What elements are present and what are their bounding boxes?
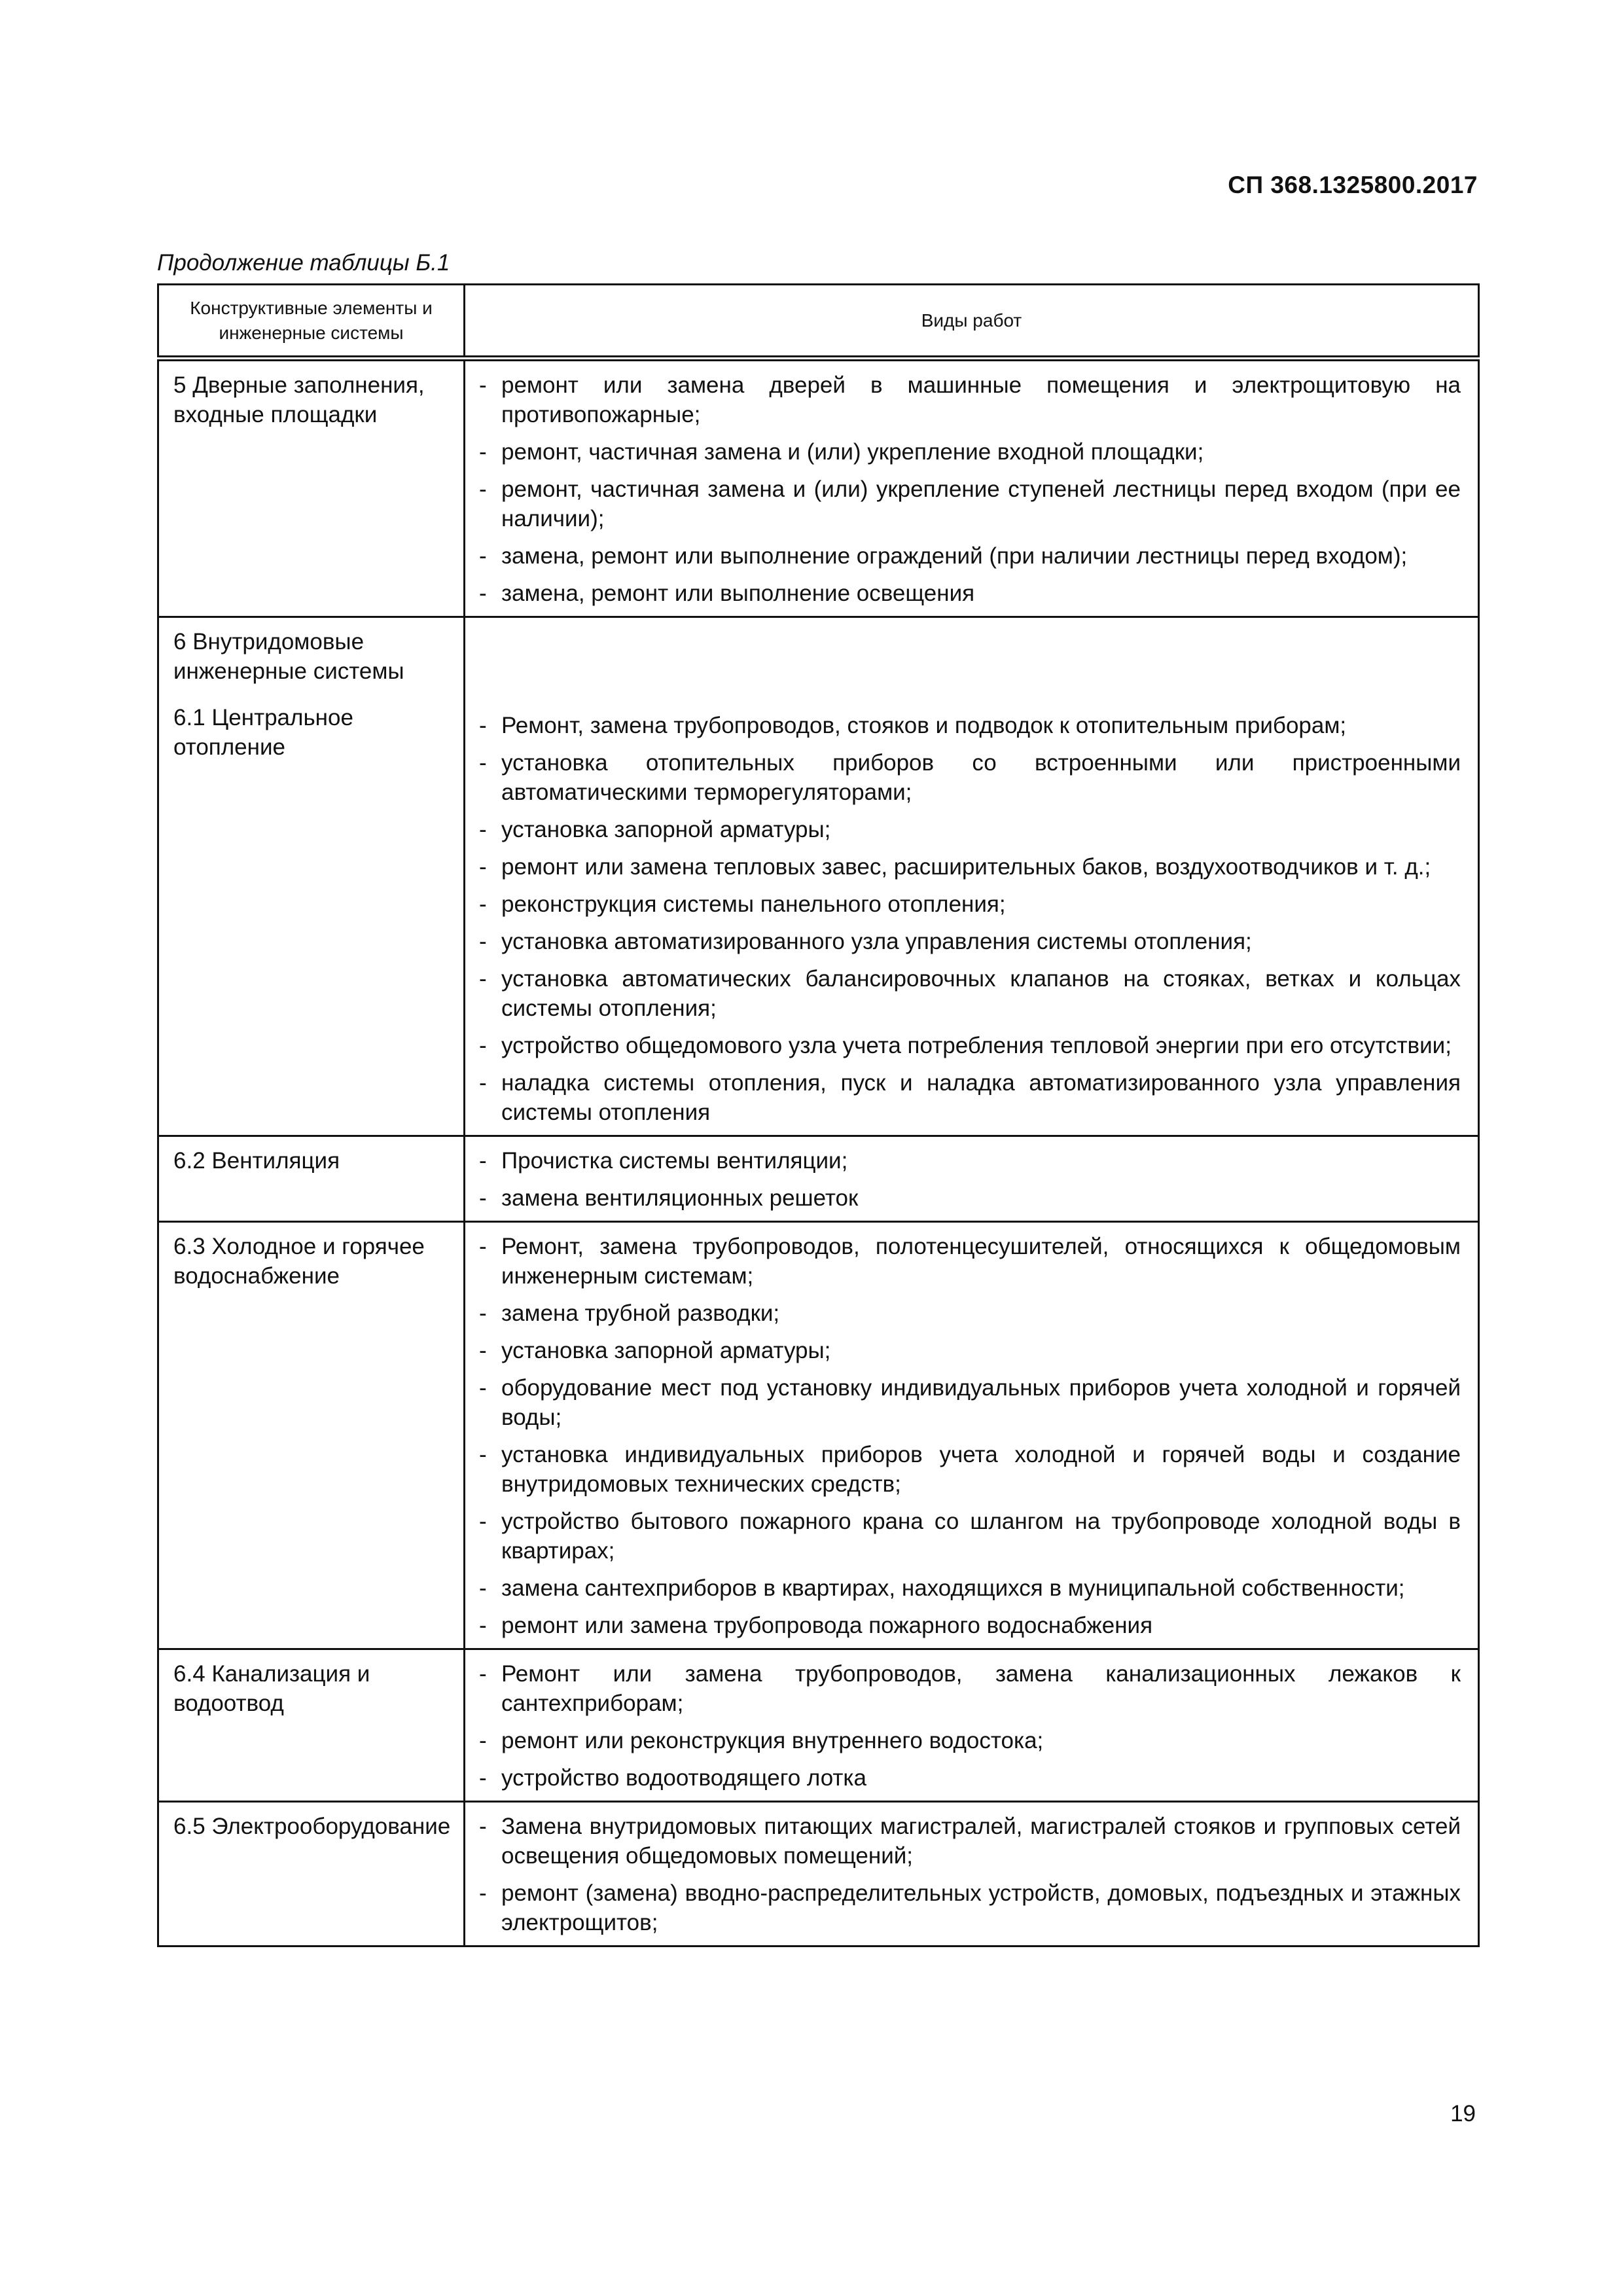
list-item: - устройство общедомового узла учета потребления тепловой энергии при его отсутствии;: [477, 1031, 1461, 1060]
works-cell: [465, 617, 1479, 1136]
works-list: [477, 711, 1461, 1127]
list-item: - устройство водоотводящего лотка: [477, 1763, 1461, 1793]
list-item: - ремонт или замена тепловых завес, расширительных баков, воздухоотводчиков и т. д.;: [477, 852, 1461, 882]
list-item: - реконструкция системы панельного отопления;: [477, 889, 1461, 919]
element-label: 6.4 Канализация и водоотвод: [173, 1661, 370, 1716]
list-item: - Прочистка системы вентиляции;: [477, 1146, 1461, 1175]
list-item: - ремонт, частичная замена и (или) укрепление ступеней лестницы перед входом (при ее наличии);: [477, 475, 1461, 533]
list-item: - Замена внутридомовых питающих магистралей, магистралей стояков и групповых сетей освещения общедомовых помещений;: [477, 1812, 1461, 1871]
table-caption: Продолжение таблицы Б.1: [157, 250, 450, 276]
table-header-row: [158, 285, 1479, 359]
list-item: - замена вентиляционных решеток: [477, 1183, 1461, 1213]
element-label: 6.2 Вентиляция: [173, 1148, 340, 1174]
table-row: [158, 1649, 1479, 1802]
list-item: - установка отопительных приборов со встроенными или пристроенными автоматическими терморегуляторами;: [477, 748, 1461, 807]
list-item: - ремонт или замена трубопровода пожарного водоснабжения: [477, 1611, 1461, 1640]
list-item: - Ремонт или замена трубопроводов, замена канализационных лежаков к сантехприборам;: [477, 1659, 1461, 1718]
table-row: [158, 1136, 1479, 1222]
element-cell: [158, 1802, 465, 1946]
element-label: 6.5 Электрооборудование: [173, 1814, 451, 1839]
list-item: - замена сантехприборов в квартирах, находящихся в муниципальной собственности;: [477, 1573, 1461, 1603]
table-row: [158, 617, 1479, 1136]
works-cell: [465, 1649, 1479, 1802]
element-label: 6.3 Холодное и горячее водоснабжение: [173, 1234, 425, 1289]
element-cell: [158, 617, 465, 1136]
element-cell: [158, 1222, 465, 1649]
list-item: - замена, ремонт или выполнение ограждений (при наличии лестницы перед входом);: [477, 541, 1461, 571]
list-item: - оборудование мест под установку индивидуальных приборов учета холодной и горячей воды;: [477, 1373, 1461, 1432]
list-item: - замена, ремонт или выполнение освещения: [477, 579, 1461, 608]
list-item: - ремонт или замена дверей в машинные помещения и электрощитовую на противопожарные;: [477, 370, 1461, 429]
column-header-works: Виды работ: [465, 285, 1479, 359]
list-item: - наладка системы отопления, пуск и наладка автоматизированного узла управления системы отопления: [477, 1068, 1461, 1127]
works-list: [477, 1146, 1461, 1213]
table-row: [158, 1802, 1479, 1946]
works-list: [477, 1659, 1461, 1793]
element-label: 6.1 Центральное отопление: [173, 705, 353, 760]
works-list: [477, 1232, 1461, 1640]
document-code: СП 368.1325800.2017: [1228, 171, 1478, 198]
works-table: [157, 283, 1480, 1947]
list-item: - ремонт (замена) вводно-распределительных устройств, домовых, подъездных и этажных электрощитов;: [477, 1878, 1461, 1937]
list-item: - ремонт или реконструкция внутреннего водостока;: [477, 1726, 1461, 1755]
element-cell: [158, 1136, 465, 1222]
element-cell: [158, 1649, 465, 1802]
list-item: - установка автоматических балансировочных клапанов на стояках, ветках и кольцах системы отопления;: [477, 964, 1461, 1023]
section-spacer: [477, 627, 1461, 711]
works-cell: [465, 1222, 1479, 1649]
works-list: [477, 370, 1461, 608]
works-list: [477, 1812, 1461, 1937]
element-label: 5 Дверные заполнения, входные площадки: [173, 372, 425, 427]
table-row: [158, 1222, 1479, 1649]
list-item: - Ремонт, замена трубопроводов, стояков и подводок к отопительным приборам;: [477, 711, 1461, 740]
element-cell: [158, 359, 465, 617]
list-item: - устройство бытового пожарного крана со шлангом на трубопроводе холодной воды в квартирах;: [477, 1507, 1461, 1566]
list-item: - ремонт, частичная замена и (или) укрепление входной площадки;: [477, 437, 1461, 467]
list-item: - установка индивидуальных приборов учета холодной и горячей воды и создание внутридомовых технических средств;: [477, 1440, 1461, 1499]
works-cell: [465, 1802, 1479, 1946]
works-cell: [465, 1136, 1479, 1222]
list-item: - Ремонт, замена трубопроводов, полотенцесушителей, относящихся к общедомовым инженерным системам;: [477, 1232, 1461, 1291]
list-item: - установка автоматизированного узла управления системы отопления;: [477, 927, 1461, 956]
list-item: - замена трубной разводки;: [477, 1299, 1461, 1328]
list-item: - установка запорной арматуры;: [477, 815, 1461, 844]
list-item: - установка запорной арматуры;: [477, 1336, 1461, 1365]
works-cell: [465, 359, 1479, 617]
page-number: 19: [1450, 2101, 1476, 2126]
table-row: [158, 359, 1479, 617]
column-header-elements: Конструктивные элементы и инженерные системы: [158, 285, 465, 359]
section-title: 6 Внутридомовые инженерные системы: [173, 629, 404, 684]
